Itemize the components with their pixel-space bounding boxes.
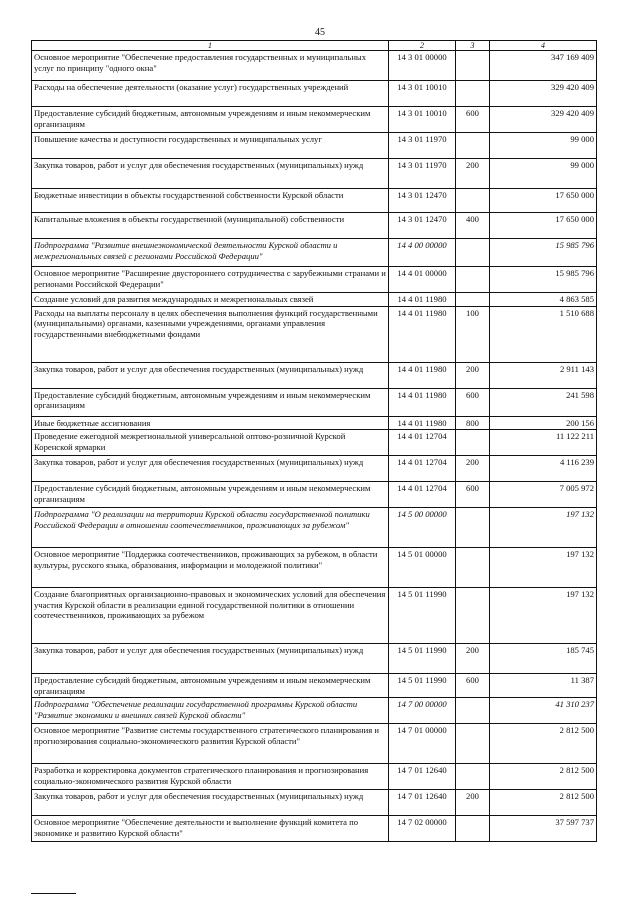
row-expense-type: 200 <box>456 456 490 482</box>
row-expense-type: 200 <box>456 159 490 189</box>
row-expense-type: 200 <box>456 790 490 816</box>
row-amount: 15 985 796 <box>490 239 597 267</box>
row-amount: 4 116 239 <box>490 456 597 482</box>
row-name: Предоставление субсидий бюджетным, автономным учреждениям и иным некоммерческим организациям <box>32 107 389 133</box>
row-code: 14 3 01 12470 <box>389 213 456 239</box>
header-col-sum: 4 <box>490 41 597 51</box>
row-amount: 197 132 <box>490 588 597 644</box>
row-expense-type: 400 <box>456 213 490 239</box>
table-row <box>32 816 597 842</box>
row-name: Основное мероприятие "Обеспечение деятельности и выполнение функций комитета по экономике и развитию Курской области" <box>32 816 389 842</box>
row-amount: 17 650 000 <box>490 213 597 239</box>
row-code: 14 7 02 00000 <box>389 816 456 842</box>
table-row <box>32 362 597 388</box>
row-code: 14 4 01 00000 <box>389 267 456 293</box>
row-code: 14 3 01 10010 <box>389 81 456 107</box>
row-amount: 329 420 409 <box>490 81 597 107</box>
row-code: 14 7 01 00000 <box>389 724 456 764</box>
row-name: Основное мероприятие "Расширение двустороннего сотрудничества с зарубежными странами и регионами Российской Федерации" <box>32 267 389 293</box>
row-amount: 241 598 <box>490 388 597 416</box>
row-expense-type: 200 <box>456 362 490 388</box>
row-name: Предоставление субсидий бюджетным, автономным учреждениям и иным некоммерческим организациям <box>32 674 389 698</box>
row-expense-type <box>456 430 490 456</box>
row-code: 14 4 01 11980 <box>389 306 456 362</box>
row-name: Разработка и корректировка документов стратегического планирования и прогнозирования социально-экономического развития Курской области <box>32 764 389 790</box>
table-row <box>32 239 597 267</box>
row-amount: 2 812 500 <box>490 790 597 816</box>
row-name: Закупка товаров, работ и услуг для обеспечения государственных (муниципальных) нужд <box>32 644 389 674</box>
table-row <box>32 724 597 764</box>
table-row <box>32 267 597 293</box>
row-expense-type: 600 <box>456 107 490 133</box>
row-code: 14 5 01 11990 <box>389 644 456 674</box>
table-row <box>32 674 597 698</box>
row-code: 14 4 01 11980 <box>389 293 456 307</box>
row-code: 14 4 01 12704 <box>389 456 456 482</box>
header-col-name: 1 <box>32 41 389 51</box>
row-amount: 185 745 <box>490 644 597 674</box>
row-amount: 197 132 <box>490 548 597 588</box>
table-row <box>32 508 597 548</box>
row-name: Закупка товаров, работ и услуг для обеспечения государственных (муниципальных) нужд <box>32 456 389 482</box>
row-name: Подпрограмма "О реализации на территории Курской области государственной политики Российской Федерации в отношении соотечественников, проживающих за рубежом" <box>32 508 389 548</box>
table-row <box>32 388 597 416</box>
row-name: Закупка товаров, работ и услуг для обеспечения государственных (муниципальных) нужд <box>32 362 389 388</box>
row-name: Подпрограмма "Развитие внешнеэкономической деятельности Курской области и межрегиональных связей с регионами Российской Федерации" <box>32 239 389 267</box>
table-row <box>32 107 597 133</box>
row-expense-type: 800 <box>456 416 490 430</box>
table-header-row <box>32 41 597 51</box>
row-amount: 41 310 237 <box>490 698 597 724</box>
table-row <box>32 51 597 81</box>
row-name: Создание условий для развития международных и межрегиональных связей <box>32 293 389 307</box>
row-expense-type <box>456 239 490 267</box>
row-expense-type <box>456 293 490 307</box>
table-row <box>32 790 597 816</box>
table-row <box>32 293 597 307</box>
table-row <box>32 81 597 107</box>
row-code: 14 3 01 10010 <box>389 107 456 133</box>
header-col-code: 2 <box>389 41 456 51</box>
row-expense-type <box>456 724 490 764</box>
row-code: 14 3 01 11970 <box>389 159 456 189</box>
budget-table <box>31 40 597 842</box>
row-amount: 197 132 <box>490 508 597 548</box>
row-code: 14 5 01 11990 <box>389 588 456 644</box>
row-code: 14 5 01 11990 <box>389 674 456 698</box>
row-name: Основное мероприятие "Поддержка соотечественников, проживающих за рубежом, в области культуры, русского языка, образования, информации и молодежной политики" <box>32 548 389 588</box>
row-name: Расходы на обеспечение деятельности (оказание услуг) государственных учреждений <box>32 81 389 107</box>
table-row <box>32 644 597 674</box>
table-row <box>32 764 597 790</box>
row-code: 14 3 01 11970 <box>389 133 456 159</box>
row-amount: 15 985 796 <box>490 267 597 293</box>
table-row <box>32 159 597 189</box>
row-amount: 2 812 500 <box>490 724 597 764</box>
row-expense-type: 600 <box>456 674 490 698</box>
row-amount: 99 000 <box>490 159 597 189</box>
row-name: Бюджетные инвестиции в объекты государственной собственности Курской области <box>32 189 389 213</box>
row-code: 14 3 01 00000 <box>389 51 456 81</box>
row-name: Предоставление субсидий бюджетным, автономным учреждениям и иным некоммерческим организациям <box>32 482 389 508</box>
row-expense-type <box>456 133 490 159</box>
row-amount: 17 650 000 <box>490 189 597 213</box>
table-row <box>32 430 597 456</box>
row-expense-type <box>456 698 490 724</box>
page-number: 45 <box>315 27 325 38</box>
row-amount: 347 169 409 <box>490 51 597 81</box>
row-amount: 200 156 <box>490 416 597 430</box>
table-row <box>32 306 597 362</box>
row-code: 14 4 01 11980 <box>389 416 456 430</box>
table-row <box>32 189 597 213</box>
row-amount: 2 911 143 <box>490 362 597 388</box>
row-code: 14 4 01 12704 <box>389 430 456 456</box>
row-name: Подпрограмма "Обеспечение реализации государственной программы Курской области "Развитие экономики и внешних связей Курской области" <box>32 698 389 724</box>
row-code: 14 4 01 11980 <box>389 362 456 388</box>
row-code: 14 4 01 12704 <box>389 482 456 508</box>
row-code: 14 4 01 11980 <box>389 388 456 416</box>
row-expense-type: 100 <box>456 306 490 362</box>
table-row <box>32 416 597 430</box>
row-expense-type <box>456 51 490 81</box>
row-name: Закупка товаров, работ и услуг для обеспечения государственных (муниципальных) нужд <box>32 790 389 816</box>
row-code: 14 7 00 00000 <box>389 698 456 724</box>
table-body <box>32 51 597 842</box>
row-amount: 11 122 211 <box>490 430 597 456</box>
row-name: Основное мероприятие "Обеспечение предоставления государственных и муниципальных услуг по принципу "одного окна" <box>32 51 389 81</box>
row-amount: 11 387 <box>490 674 597 698</box>
row-amount: 7 005 972 <box>490 482 597 508</box>
row-name: Расходы на выплаты персоналу в целях обеспечения выполнения функций государственными (муниципальными) органами, казенными учреждениями, органами управления государственными внебюджетными фондами <box>32 306 389 362</box>
header-col-vr: 3 <box>456 41 490 51</box>
row-code: 14 5 00 00000 <box>389 508 456 548</box>
row-code: 14 4 00 00000 <box>389 239 456 267</box>
row-expense-type <box>456 267 490 293</box>
table-row <box>32 456 597 482</box>
table-row <box>32 213 597 239</box>
table-row <box>32 588 597 644</box>
row-expense-type: 600 <box>456 388 490 416</box>
row-code: 14 7 01 12640 <box>389 764 456 790</box>
row-expense-type <box>456 81 490 107</box>
row-amount: 99 000 <box>490 133 597 159</box>
row-name: Проведение ежегодной межрегиональной универсальной оптово-розничной Курской Коренской ярмарки <box>32 430 389 456</box>
table-row <box>32 698 597 724</box>
row-expense-type <box>456 764 490 790</box>
row-amount: 37 597 737 <box>490 816 597 842</box>
row-expense-type <box>456 508 490 548</box>
row-code: 14 7 01 12640 <box>389 790 456 816</box>
row-name: Повышение качества и доступности государственных и муниципальных услуг <box>32 133 389 159</box>
row-expense-type <box>456 588 490 644</box>
row-name: Основное мероприятие "Развитие системы государственного стратегического планирования и прогнозирования социально-экономического развития Курской области" <box>32 724 389 764</box>
row-code: 14 5 01 00000 <box>389 548 456 588</box>
row-expense-type <box>456 548 490 588</box>
row-amount: 1 510 688 <box>490 306 597 362</box>
table-row <box>32 548 597 588</box>
row-expense-type <box>456 816 490 842</box>
row-amount: 4 863 585 <box>490 293 597 307</box>
footnote-divider <box>31 893 76 894</box>
row-expense-type: 600 <box>456 482 490 508</box>
row-name: Предоставление субсидий бюджетным, автономным учреждениям и иным некоммерческим организациям <box>32 388 389 416</box>
row-expense-type <box>456 189 490 213</box>
row-name: Создание благоприятных организационно-правовых и экономических условий для обеспечения участия Курской области в реализации единой государственной политики в отношении соотечественников, проживающих за рубежом <box>32 588 389 644</box>
row-code: 14 3 01 12470 <box>389 189 456 213</box>
row-name: Иные бюджетные ассигнования <box>32 416 389 430</box>
row-amount: 2 812 500 <box>490 764 597 790</box>
row-name: Капитальные вложения в объекты государственной (муниципальной) собственности <box>32 213 389 239</box>
row-amount: 329 420 409 <box>490 107 597 133</box>
row-name: Закупка товаров, работ и услуг для обеспечения государственных (муниципальных) нужд <box>32 159 389 189</box>
table-row <box>32 133 597 159</box>
table-row <box>32 482 597 508</box>
row-expense-type: 200 <box>456 644 490 674</box>
